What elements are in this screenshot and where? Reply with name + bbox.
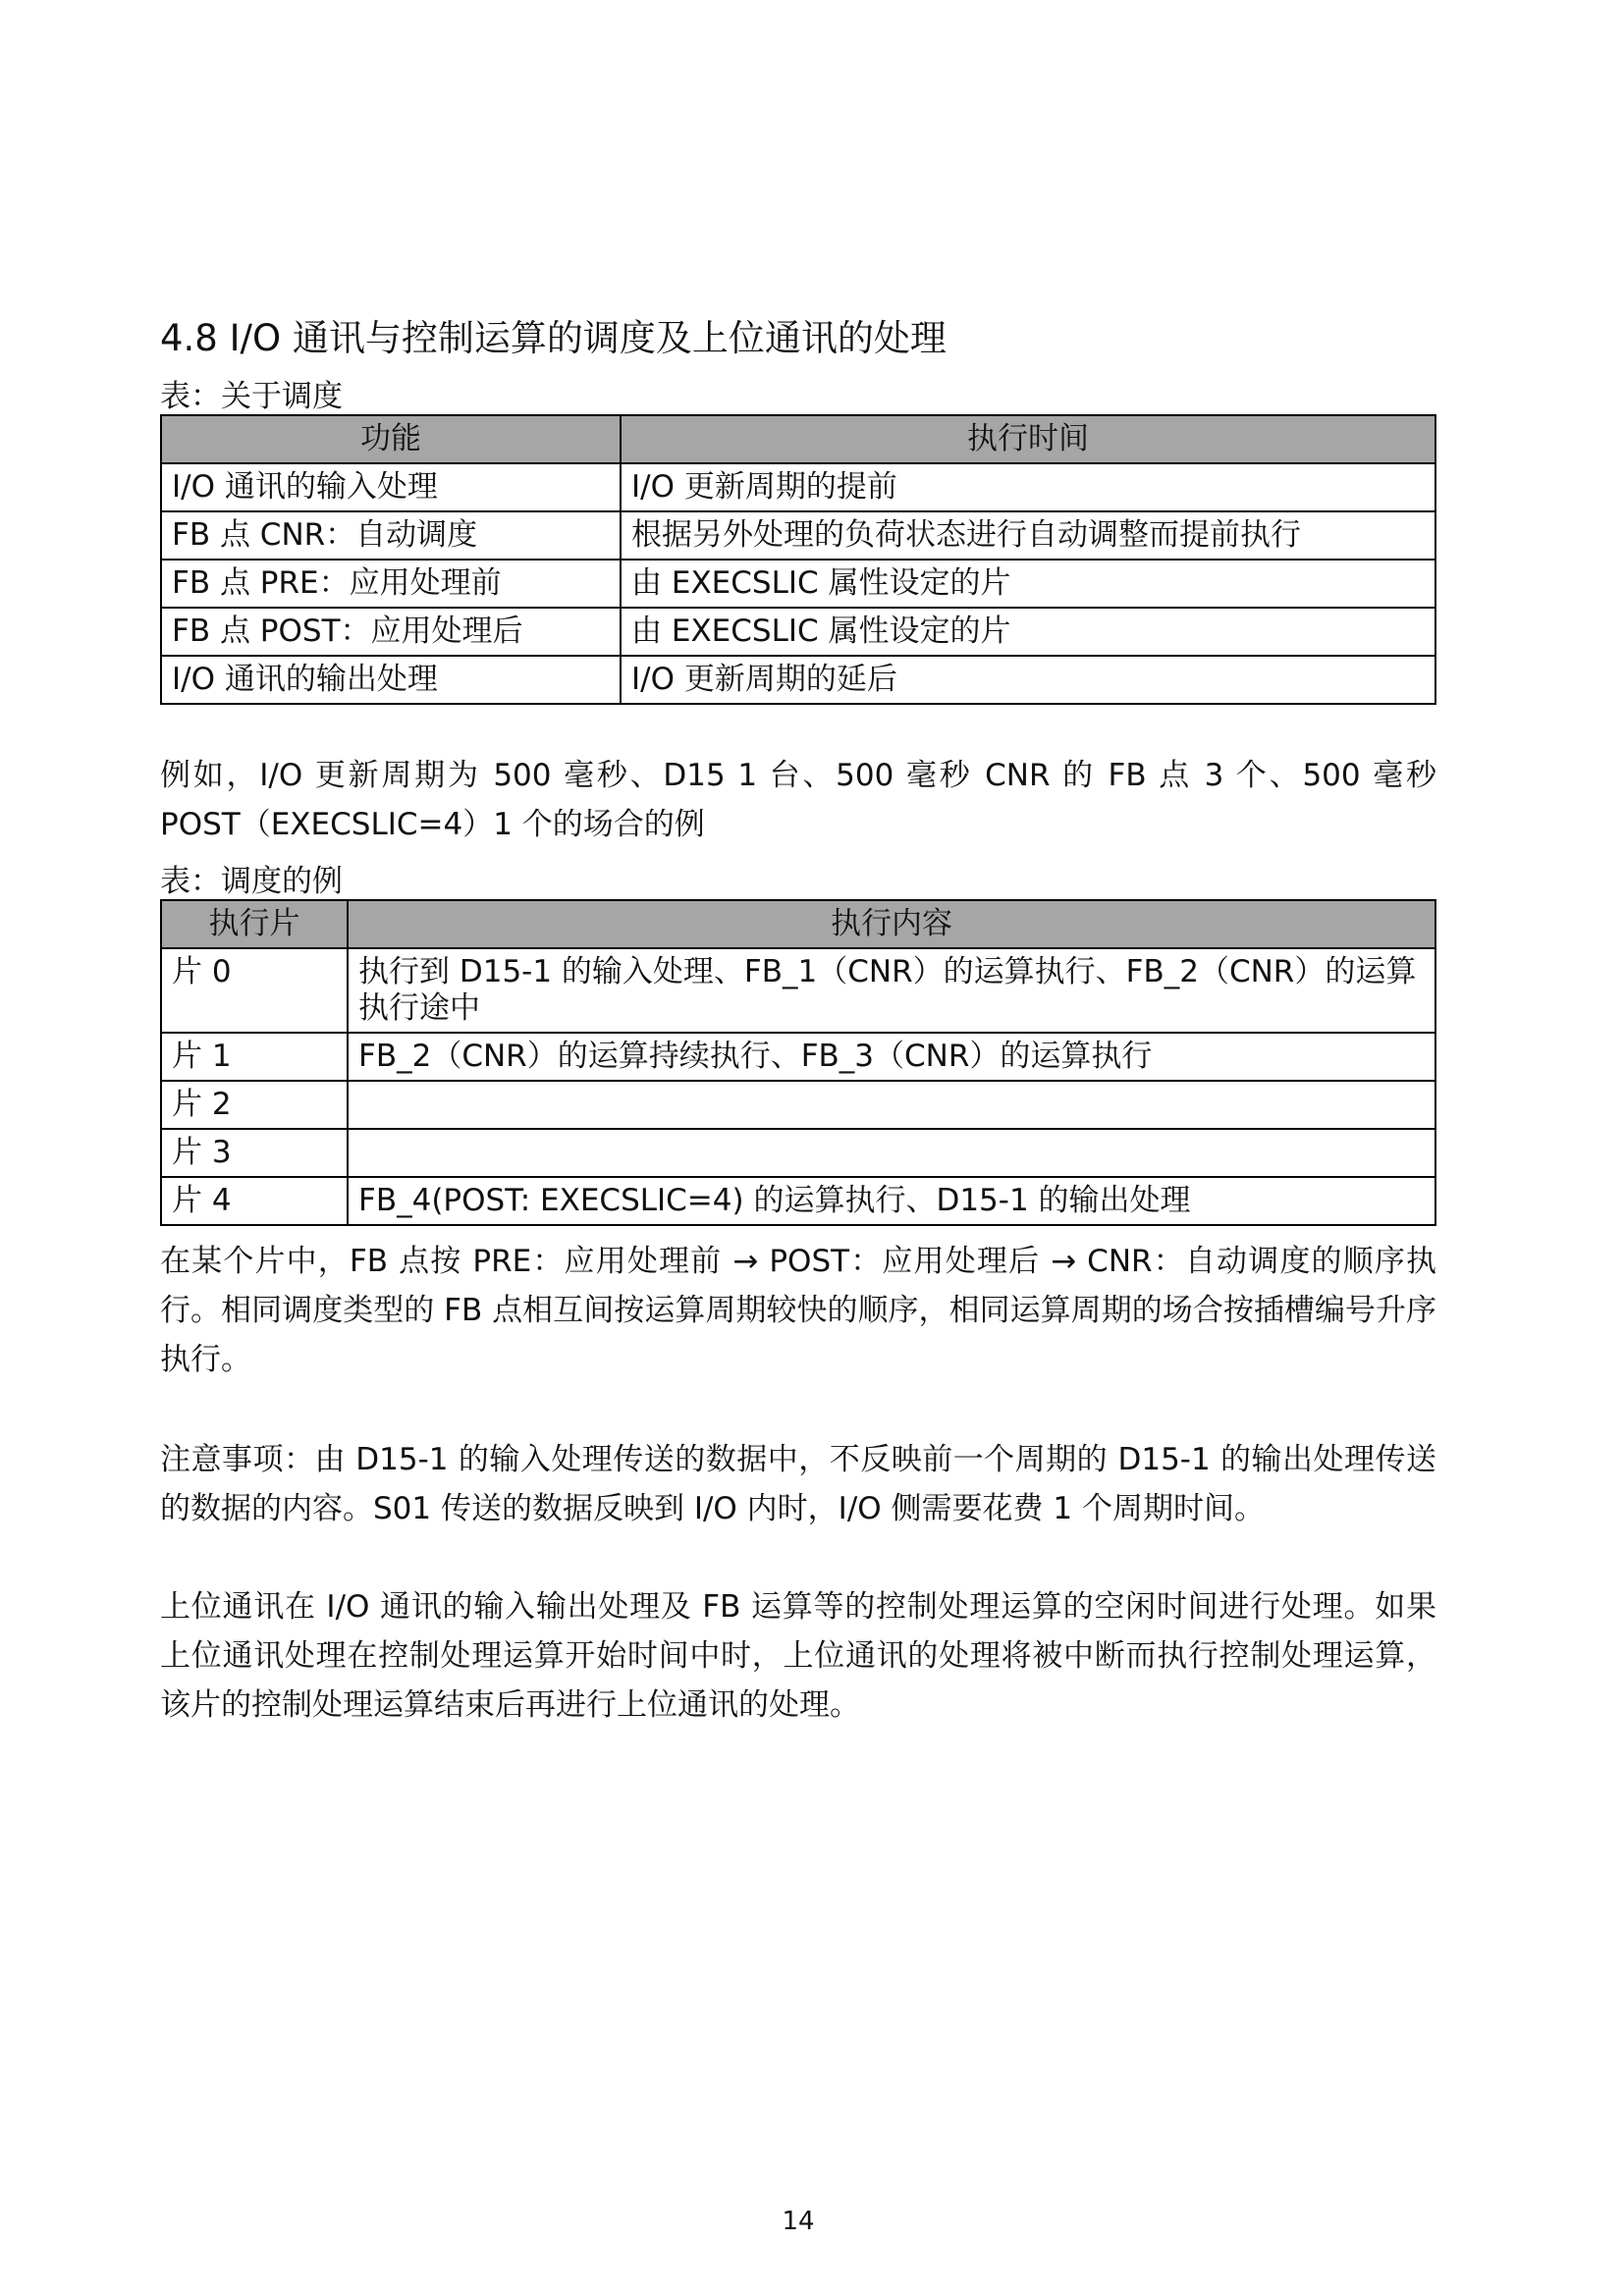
slice-example-table bbox=[160, 899, 1436, 1226]
table-row bbox=[161, 1129, 1435, 1177]
table-cell: I/O 通讯的输出处理 bbox=[161, 656, 621, 704]
table-cell: FB 点 POST：应用处理后 bbox=[161, 608, 621, 656]
table-cell: I/O 通讯的输入处理 bbox=[161, 463, 621, 511]
table-cell: 由 EXECSLIC 属性设定的片 bbox=[621, 608, 1435, 656]
table-cell: 片 4 bbox=[161, 1177, 348, 1225]
table-cell: 片 2 bbox=[161, 1081, 348, 1129]
column-header: 执行片 bbox=[161, 900, 348, 948]
execution-order-paragraph: 在某个片中，FB 点按 PRE：应用处理前 → POST：应用处理后 → CNR：自动调度的顺序执行。相同调度类型的 FB 点相互间按运算周期较快的顺序，相同运算周期的场合按插槽编号升序执行。 bbox=[160, 1244, 1436, 1377]
table-cell: I/O 更新周期的提前 bbox=[621, 463, 1435, 511]
example-paragraph: 例如，I/O 更新周期为 500 毫秒、D15 1 台、500 毫秒 CNR 的 FB 点 3 个、500 毫秒 POST（EXECSLIC=4）1 个的场合的例 bbox=[160, 758, 1436, 842]
table-row bbox=[161, 948, 1435, 1033]
table-cell: 根据另外处理的负荷状态进行自动调整而提前执行 bbox=[621, 511, 1435, 560]
table-row bbox=[161, 560, 1435, 608]
column-header: 执行内容 bbox=[348, 900, 1435, 948]
table-cell: FB_2（CNR）的运算持续执行、FB_3（CNR）的运算执行 bbox=[348, 1033, 1435, 1081]
table-cell: 片 3 bbox=[161, 1129, 348, 1177]
schedule-table bbox=[160, 414, 1436, 705]
note-paragraph: 注意事项：由 D15-1 的输入处理传送的数据中，不反映前一个周期的 D15-1 的输出处理传送的数据的内容。S01 传送的数据反映到 I/O 内时，I/O 侧需要花费 1 个周期时间。 bbox=[160, 1442, 1436, 1526]
table-header-row bbox=[161, 900, 1435, 948]
table-header-row bbox=[161, 415, 1435, 463]
table-cell: I/O 更新周期的延后 bbox=[621, 656, 1435, 704]
table-cell: 片 1 bbox=[161, 1033, 348, 1081]
table-cell: FB_4(POST: EXECSLIC=4) 的运算执行、D15-1 的输出处理 bbox=[348, 1177, 1435, 1225]
table-cell: 执行到 D15-1 的输入处理、FB_1（CNR）的运算执行、FB_2（CNR）的运算执行途中 bbox=[348, 948, 1435, 1033]
table-row bbox=[161, 1033, 1435, 1081]
table-cell: FB 点 PRE：应用处理前 bbox=[161, 560, 621, 608]
table-cell bbox=[348, 1129, 1435, 1177]
table1-caption: 表：关于调度 bbox=[160, 379, 343, 414]
table2-caption: 表：调度的例 bbox=[160, 864, 343, 899]
table-row bbox=[161, 463, 1435, 511]
table-cell: FB 点 CNR：自动调度 bbox=[161, 511, 621, 560]
table-row bbox=[161, 608, 1435, 656]
table-cell bbox=[348, 1081, 1435, 1129]
page-number: 14 bbox=[782, 2207, 815, 2236]
section-heading: 4.8 I/O 通讯与控制运算的调度及上位通讯的处理 bbox=[160, 317, 947, 359]
upper-communication-paragraph: 上位通讯在 I/O 通讯的输入输出处理及 FB 运算等的控制处理运算的空闲时间进行处理。如果上位通讯处理在控制处理运算开始时间中时，上位通讯的处理将被中断而执行控制处理运算，该片的控制处理运算结束后再进行上位通讯的处理。 bbox=[160, 1589, 1436, 1723]
table-row bbox=[161, 1177, 1435, 1225]
table-row bbox=[161, 1081, 1435, 1129]
table-row bbox=[161, 511, 1435, 560]
table-cell: 片 0 bbox=[161, 948, 348, 1033]
column-header: 功能 bbox=[161, 415, 621, 463]
table-row bbox=[161, 656, 1435, 704]
table-cell: 由 EXECSLIC 属性设定的片 bbox=[621, 560, 1435, 608]
column-header: 执行时间 bbox=[621, 415, 1435, 463]
